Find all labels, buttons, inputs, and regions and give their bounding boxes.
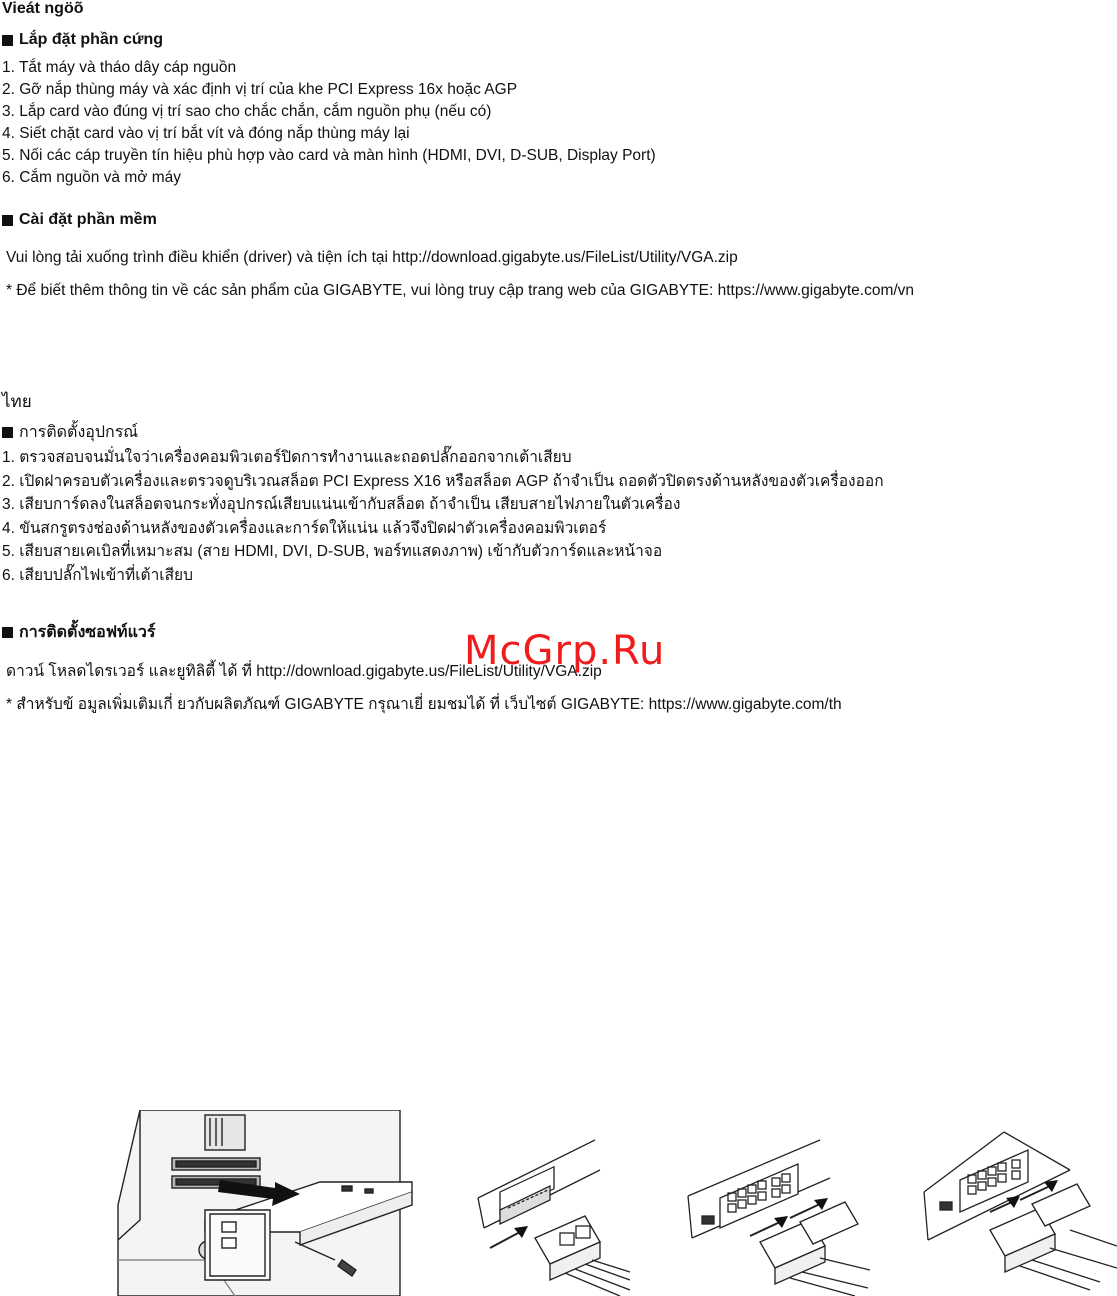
square-bullet-icon bbox=[2, 215, 13, 226]
list-item: 3. Lắp card vào đúng vị trí sao cho chắc chắn, cắm nguồn phụ (nếu có) bbox=[2, 103, 492, 120]
list-item: 4. ขันสกรูตรงช่องด้านหลังของตัวเครื่องและการ์ดให้แน่น แล้วจึงปิดฝาตัวเครื่องคอมพิวเตอร์ bbox=[2, 519, 607, 537]
list-item: 5. เสียบสายเคเบิลที่เหมาะสม (สาย HDMI, DVI, D-SUB, พอร์ทแสดงภาพ) เข้ากับตัวการ์ดและหน้าจอ bbox=[2, 543, 663, 561]
vi-hardware-steps bbox=[2, 57, 656, 189]
list-item: 2. Gỡ nắp thùng máy và xác định vị trí của khe PCI Express 16x hoặc AGP bbox=[2, 81, 518, 98]
watermark: McGrp.Ru bbox=[464, 628, 666, 674]
square-bullet-icon bbox=[2, 35, 13, 46]
vi-more-info-text: * Để biết thêm thông tin về các sản phẩm của GIGABYTE, vui lòng truy cập trang web của GIGABYTE: https://www.gigabyte.com/vn bbox=[6, 282, 915, 299]
vi-hardware-section-title bbox=[2, 31, 163, 49]
list-item: 6. Cắm nguồn và mở máy bbox=[2, 169, 182, 186]
8-pin-power-connector-illustration bbox=[680, 1138, 870, 1296]
vi-hardware-title-text: Lắp đặt phần cứng bbox=[19, 31, 164, 48]
th-software-title-text: การติดตั้งซอฟท์แวร์ bbox=[19, 624, 156, 641]
th-driver-download-text: ดาวน์ โหลดไดรเวอร์ และยูทิลิตี้ ได้ ที่ http://download.gigabyte.us/FileList/Utility/VGA.zip bbox=[6, 663, 602, 680]
square-bullet-icon bbox=[2, 427, 13, 438]
6-pin-power-connector-illustration bbox=[470, 1138, 630, 1296]
6-plus-8-pin-power-connector-illustration bbox=[920, 1130, 1117, 1296]
square-bullet-icon bbox=[2, 627, 13, 638]
list-item: 2. เปิดฝาครอบตัวเครื่องและตรวจดูบริเวณสล็อต PCI Express X16 หรือสล็อต AGP ถ้าจำเป็น ถอดตัวปิดตรงด้านหลังของตัวเครื่องออก bbox=[2, 472, 884, 490]
vietnamese-language-title: Vieát ngöõ bbox=[2, 0, 84, 17]
th-hardware-steps bbox=[2, 446, 884, 588]
list-item: 3. เสียบการ์ดลงในสล็อตจนกระทั่งอุปกรณ์เสียบแน่นเข้ากับสล็อต ถ้าจำเป็น เสียบสายไฟภายในตัวเครื่อง bbox=[2, 496, 681, 514]
th-hardware-title-text: การติดตั้งอุปกรณ์ bbox=[19, 424, 139, 441]
list-item: 1. Tắt máy và tháo dây cáp nguồn bbox=[2, 59, 237, 76]
thai-language-title: ไทย bbox=[2, 392, 32, 411]
vi-driver-download-text: Vui lòng tải xuống trình điều khiển (driver) và tiện ích tại http://download.gigabyte.us/FileList/Utility/VGA.zip bbox=[6, 249, 738, 266]
list-item: 5. Nối các cáp truyền tín hiệu phù hợp vào card và màn hình (HDMI, DVI, D-SUB, Display Port) bbox=[2, 147, 656, 164]
list-item: 6. เสียบปลั๊กไฟเข้าที่เต้าเสียบ bbox=[2, 566, 193, 584]
th-hardware-section-title bbox=[2, 420, 138, 445]
card-installation-illustration bbox=[110, 1110, 420, 1296]
th-software-section-title bbox=[2, 620, 155, 645]
vi-software-title-text: Cài đặt phần mềm bbox=[19, 211, 157, 228]
list-item: 1. ตรวจสอบจนมั่นใจว่าเครื่องคอมพิวเตอร์ปิดการทำงานและถอดปลั๊กออกจากเต้าเสียบ bbox=[2, 449, 572, 466]
th-more-info-text: * สำหรับข้ อมูลเพิ่มเติมเกี่ ยวกับผลิตภัณฑ์ GIGABYTE กรุณาเยี่ ยมชมได้ ที่ เว็บไซต์ GIGABYTE: https://www.gigabyte.com/th bbox=[6, 696, 842, 713]
vi-software-section-title bbox=[2, 211, 157, 229]
list-item: 4. Siết chặt card vào vị trí bắt vít và đóng nắp thùng máy lại bbox=[2, 125, 410, 142]
